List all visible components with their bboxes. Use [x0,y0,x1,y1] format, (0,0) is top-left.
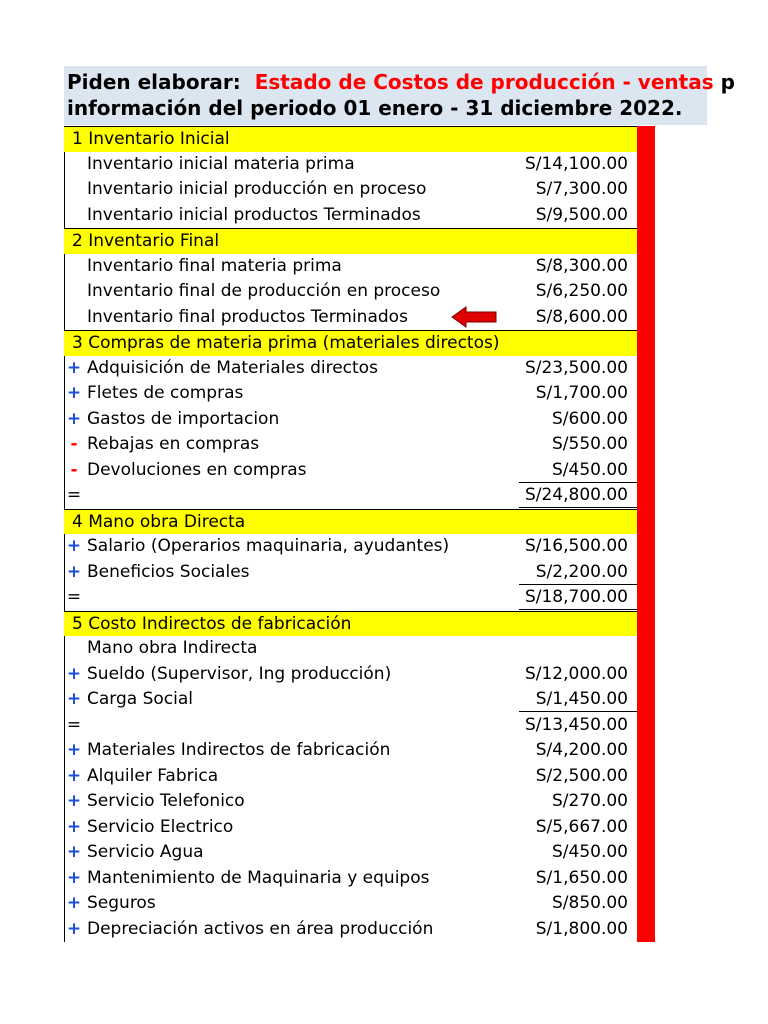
line-item-row [64,713,637,739]
row-sign: + [66,842,82,862]
row-amount: S/850.00 [551,893,628,913]
section-title: 2 Inventario Final [72,231,220,251]
row-sign: + [66,893,82,913]
row-sign: + [66,816,82,837]
line-item-row [64,840,637,866]
row-sign: + [66,791,82,811]
row-sign: = [66,714,82,735]
row-sign: - [70,459,78,480]
row-amount: S/16,500.00 [524,536,628,556]
row-sign: + [66,663,82,684]
line-item-row [64,381,637,407]
row-amount: S/1,800.00 [535,918,628,939]
row-amount: S/8,300.00 [535,255,628,276]
row-amount: S/8,600.00 [535,306,628,327]
row-label: Carga Social [87,689,193,709]
row-amount: S/1,700.00 [535,383,628,403]
row-amount: S/2,500.00 [535,765,628,786]
row-amount: S/18,700.00 [519,585,637,610]
line-item-row [64,483,637,509]
heading-line-2: información del periodo 01 enero - 31 diciembre 2022. [67,96,683,120]
line-item-row [64,305,637,331]
line-item-row [64,764,637,790]
row-amount: S/450.00 [519,458,637,483]
row-label: Depreciación activos en área producción [87,918,434,939]
row-amount: S/550.00 [551,434,628,454]
row-sign: = [66,485,82,505]
row-label: Servicio Telefonico [87,791,245,811]
row-sign: + [66,383,82,403]
row-sign: + [66,867,82,888]
heading-line-1 [67,69,735,95]
line-item-row [64,917,637,943]
row-label: Inventario inicial materia prima [87,153,355,174]
row-amount: S/24,800.00 [519,483,637,508]
line-item-row [64,738,637,764]
row-sign: + [66,918,82,939]
line-item-row [64,560,637,586]
row-sign: + [66,689,82,709]
section-header-row [64,228,637,254]
line-item-row [64,152,637,178]
line-item-row [64,636,637,662]
row-label: Mano obra Indirecta [87,638,258,658]
row-label: Inventario final materia prima [87,255,342,276]
row-label: Inventario final de producción en proceso [87,281,441,301]
line-item-row [64,458,637,484]
row-label: Servicio Electrico [87,816,234,837]
line-item-row [64,866,637,892]
row-label: Materiales Indirectos de fabricación [87,740,391,760]
line-item-row [64,585,637,611]
page-heading [64,66,735,125]
line-item-row [64,279,637,305]
row-label: Fletes de compras [87,383,244,403]
row-label: Gastos de importacion [87,408,280,429]
row-amount: S/1,450.00 [519,687,637,712]
row-amount: S/12,000.00 [524,663,628,684]
section-header-row [64,611,637,637]
section-header-row [64,330,637,356]
line-item-row [64,534,637,560]
row-label: Inventario inicial productos Terminados [87,204,421,225]
line-item-row [64,789,637,815]
row-sign: + [66,561,82,582]
row-amount: S/2,200.00 [519,560,637,585]
row-amount: S/5,667.00 [535,816,628,837]
line-item-row [64,815,637,841]
line-item-row [64,177,637,203]
left-arrow-icon [452,307,498,327]
line-item-row [64,356,637,382]
row-label: Rebajas en compras [87,434,260,454]
row-amount: S/450.00 [551,842,628,862]
row-amount: S/23,500.00 [524,357,628,378]
row-label: Sueldo (Supervisor, Ing producción) [87,663,392,684]
cost-statement-sheet [64,126,637,942]
line-item-row [64,662,637,688]
red-side-bar [637,126,655,942]
section-header-row [64,509,637,535]
row-sign: + [66,740,82,760]
row-amount: S/13,450.00 [524,714,628,735]
line-item-row [64,254,637,280]
line-item-row [64,407,637,433]
row-sign: - [70,434,78,454]
row-sign: + [66,357,82,378]
row-amount: S/6,250.00 [535,281,628,301]
row-sign: = [66,587,82,607]
row-sign: + [66,536,82,556]
row-label: Servicio Agua [87,842,204,862]
row-amount: S/14,100.00 [524,153,628,174]
row-label: Inventario final productos Terminados [87,306,408,327]
section-header-row [64,126,637,152]
row-label: Seguros [87,893,156,913]
row-label: Inventario inicial producción en proceso [87,179,427,199]
row-sign: + [66,408,82,429]
line-item-row [64,203,637,229]
section-title: 4 Mano obra Directa [72,511,246,532]
heading-cutoff: p [720,70,735,94]
row-label: Adquisición de Materiales directos [87,357,378,378]
section-title: 5 Costo Indirectos de fabricación [72,613,352,634]
row-label: Mantenimiento de Maquinaria y equipos [87,867,430,888]
heading-highlight: Estado de Costos de producción - ventas [254,70,714,94]
row-sign: + [66,765,82,786]
row-amount: S/600.00 [551,408,628,429]
row-amount: S/7,300.00 [535,179,628,199]
section-title: 3 Compras de materia prima (materiales directos) [72,333,500,353]
row-label: Salario (Operarios maquinaria, ayudantes) [87,536,450,556]
section-title: 1 Inventario Inicial [72,129,230,149]
row-amount: S/270.00 [551,791,628,811]
row-amount: S/4,200.00 [535,740,628,760]
heading-prefix: Piden elaborar: [67,70,241,94]
line-item-row [64,891,637,917]
line-item-row [64,432,637,458]
row-label: Alquiler Fabrica [87,765,219,786]
row-amount: S/9,500.00 [535,204,628,225]
row-label: Devoluciones en compras [87,459,307,480]
line-item-row [64,687,637,713]
row-amount: S/1,650.00 [535,867,628,888]
row-label: Beneficios Sociales [87,561,250,582]
